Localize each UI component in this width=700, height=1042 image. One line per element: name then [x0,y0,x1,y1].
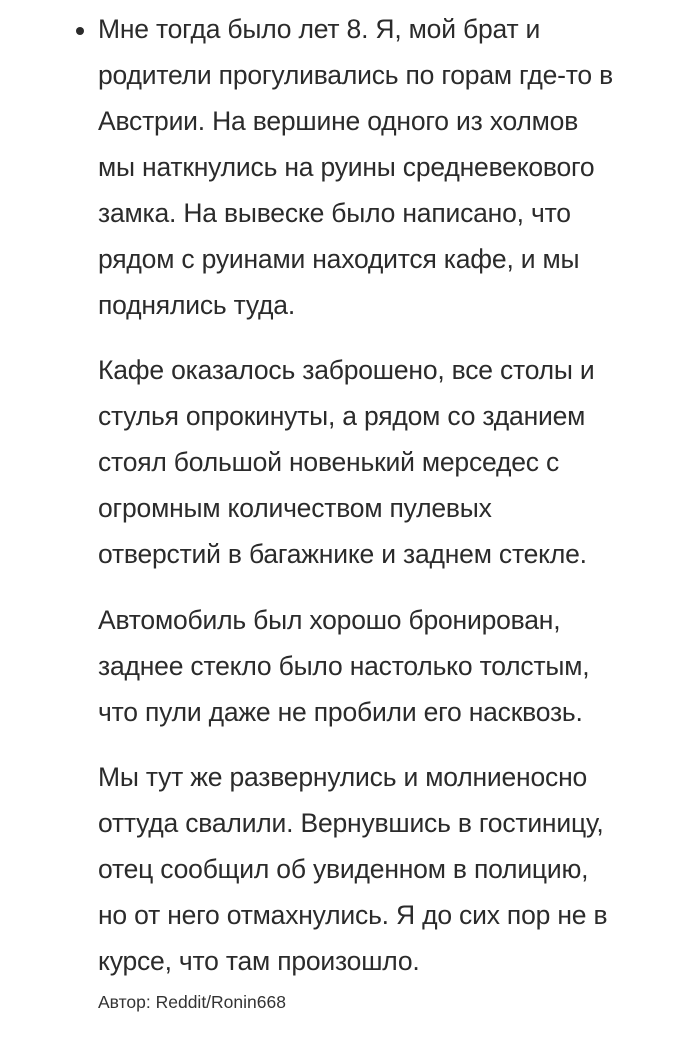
bullet-dot-icon [76,27,84,35]
paragraph-line: отверстий в багажнике и заднем стекле. [98,539,587,569]
paragraph-line: замка. На вывеске было написано, что [98,198,571,228]
paragraph-line: стулья опрокинуты, а рядом со зданием [98,401,586,431]
paragraph-line: оттуда свалили. Вернувшись в гостиницу, [98,808,604,838]
paragraph-line: заднее стекло было настолько толстым, [98,651,590,681]
paragraph-line: Автомобиль был хорошо бронирован, [98,605,561,635]
paragraph-line: курсе, что там произошло. [98,946,420,976]
paragraph-line: родители прогуливались по горам где-то в [98,60,613,90]
story-paragraph-4 [98,754,688,984]
paragraph-line: поднялись туда. [98,290,296,320]
story-paragraph-2 [98,347,688,577]
paragraph-line: огромным количеством пулевых [98,493,492,523]
paragraph-line: Мы тут же развернулись и молниеносно [98,762,588,792]
author-credit: Автор: Reddit/Ronin668 [98,992,286,1012]
story-list-item [98,6,688,984]
paragraph-line: что пули даже не пробили его насквозь. [98,697,583,727]
paragraph-line: Кафе оказалось заброшено, все столы и [98,355,595,385]
paragraph-line: Мне тогда было лет 8. Я, мой брат и [98,14,541,44]
paragraph-line: отец сообщил об увиденном в полицию, [98,854,589,884]
story-paragraph-1 [98,6,688,328]
paragraph-line: Австрии. На вершине одного из холмов [98,106,579,136]
paragraph-line: рядом с руинами находится кафе, и мы [98,244,580,274]
paragraph-line: стоял большой новенький мерседес с [98,447,560,477]
story-paragraph-3 [98,597,688,735]
paragraph-line: но от него отмахнулись. Я до сих пор не в [98,900,608,930]
paragraph-line: мы наткнулись на руины средневекового [98,152,595,182]
